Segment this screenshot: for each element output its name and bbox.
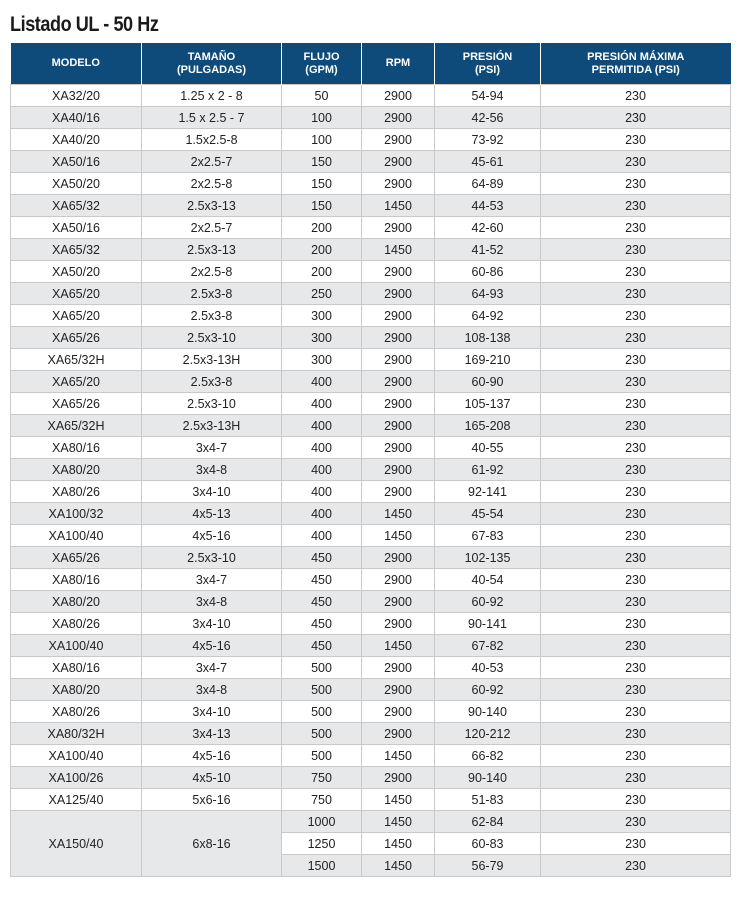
cell-flujo: 500 — [282, 657, 362, 679]
cell-presion-maxima: 230 — [541, 547, 731, 569]
cell-flujo: 400 — [282, 393, 362, 415]
cell-presion: 90-140 — [435, 767, 541, 789]
cell-modelo: XA65/32 — [11, 239, 142, 261]
cell-modelo: XA65/32H — [11, 415, 142, 437]
cell-modelo: XA80/32H — [11, 723, 142, 745]
table-row — [11, 217, 731, 239]
cell-presion-maxima: 230 — [541, 833, 731, 855]
table-row — [11, 283, 731, 305]
table-row — [11, 789, 731, 811]
cell-rpm: 1450 — [362, 745, 435, 767]
cell-tamano: 3x4-13 — [142, 723, 282, 745]
cell-presion-maxima: 230 — [541, 503, 731, 525]
table-row — [11, 437, 731, 459]
cell-modelo: XA50/16 — [11, 151, 142, 173]
cell-rpm: 2900 — [362, 283, 435, 305]
cell-flujo: 450 — [282, 547, 362, 569]
table-row — [11, 129, 731, 151]
cell-flujo: 750 — [282, 767, 362, 789]
cell-rpm: 1450 — [362, 833, 435, 855]
cell-flujo: 100 — [282, 129, 362, 151]
cell-presion: 64-89 — [435, 173, 541, 195]
cell-tamano: 2.5x3-13H — [142, 415, 282, 437]
cell-tamano: 1.5 x 2.5 - 7 — [142, 107, 282, 129]
cell-modelo: XA100/40 — [11, 525, 142, 547]
cell-presion-maxima: 230 — [541, 789, 731, 811]
cell-tamano: 2.5x3-13 — [142, 195, 282, 217]
cell-presion-maxima: 230 — [541, 481, 731, 503]
cell-rpm: 2900 — [362, 657, 435, 679]
cell-flujo: 450 — [282, 635, 362, 657]
cell-flujo: 200 — [282, 217, 362, 239]
cell-presion-maxima: 230 — [541, 635, 731, 657]
cell-rpm: 1450 — [362, 811, 435, 833]
cell-tamano: 2.5x3-13 — [142, 239, 282, 261]
cell-modelo: XA100/32 — [11, 503, 142, 525]
cell-rpm: 2900 — [362, 393, 435, 415]
cell-rpm: 2900 — [362, 151, 435, 173]
cell-flujo: 450 — [282, 613, 362, 635]
cell-flujo: 450 — [282, 569, 362, 591]
cell-tamano: 2x2.5-8 — [142, 173, 282, 195]
table-row — [11, 349, 731, 371]
cell-rpm: 2900 — [362, 129, 435, 151]
cell-flujo: 1250 — [282, 833, 362, 855]
cell-presion: 60-92 — [435, 679, 541, 701]
table-row — [11, 635, 731, 657]
cell-presion-maxima: 230 — [541, 129, 731, 151]
cell-modelo: XA32/20 — [11, 85, 142, 107]
cell-flujo: 500 — [282, 723, 362, 745]
cell-rpm: 2900 — [362, 327, 435, 349]
cell-flujo: 100 — [282, 107, 362, 129]
header-flujo: FLUJO (GPM) — [282, 43, 362, 85]
cell-modelo: XA80/20 — [11, 591, 142, 613]
cell-modelo: XA40/20 — [11, 129, 142, 151]
cell-modelo: XA50/20 — [11, 261, 142, 283]
cell-rpm: 1450 — [362, 525, 435, 547]
table-row — [11, 503, 731, 525]
pump-listing-table — [10, 43, 731, 877]
cell-rpm: 2900 — [362, 349, 435, 371]
cell-modelo: XA50/16 — [11, 217, 142, 239]
cell-modelo: XA100/40 — [11, 745, 142, 767]
table-row — [11, 613, 731, 635]
cell-presion: 165-208 — [435, 415, 541, 437]
cell-tamano: 1.5x2.5-8 — [142, 129, 282, 151]
cell-rpm: 2900 — [362, 723, 435, 745]
cell-presion: 60-83 — [435, 833, 541, 855]
table-row — [11, 811, 731, 833]
table-row — [11, 173, 731, 195]
cell-presion: 60-92 — [435, 591, 541, 613]
cell-modelo: XA80/20 — [11, 459, 142, 481]
cell-modelo: XA100/40 — [11, 635, 142, 657]
cell-presion: 44-53 — [435, 195, 541, 217]
cell-presion-maxima: 230 — [541, 723, 731, 745]
cell-presion: 108-138 — [435, 327, 541, 349]
cell-rpm: 2900 — [362, 437, 435, 459]
cell-tamano: 2x2.5-8 — [142, 261, 282, 283]
cell-presion-maxima: 230 — [541, 855, 731, 877]
cell-tamano: 2x2.5-7 — [142, 217, 282, 239]
table-row — [11, 459, 731, 481]
cell-rpm: 2900 — [362, 679, 435, 701]
cell-presion-maxima: 230 — [541, 679, 731, 701]
table-row — [11, 569, 731, 591]
cell-flujo: 400 — [282, 415, 362, 437]
cell-tamano: 3x4-7 — [142, 437, 282, 459]
cell-presion-maxima: 230 — [541, 591, 731, 613]
table-row — [11, 547, 731, 569]
cell-flujo: 150 — [282, 195, 362, 217]
table-row — [11, 723, 731, 745]
table-row — [11, 195, 731, 217]
cell-presion-maxima: 230 — [541, 393, 731, 415]
cell-modelo: XA80/16 — [11, 657, 142, 679]
cell-rpm: 2900 — [362, 591, 435, 613]
cell-modelo: XA65/26 — [11, 393, 142, 415]
cell-rpm: 2900 — [362, 767, 435, 789]
table-row — [11, 371, 731, 393]
cell-presion: 60-90 — [435, 371, 541, 393]
cell-modelo: XA65/32 — [11, 195, 142, 217]
cell-rpm: 1450 — [362, 855, 435, 877]
cell-tamano: 2.5x3-10 — [142, 327, 282, 349]
table-row — [11, 85, 731, 107]
cell-tamano: 2.5x3-8 — [142, 305, 282, 327]
header-tamano: TAMAÑO (PULGADAS) — [142, 43, 282, 85]
cell-tamano: 3x4-7 — [142, 569, 282, 591]
cell-flujo: 300 — [282, 349, 362, 371]
cell-flujo: 150 — [282, 173, 362, 195]
cell-tamano: 2.5x3-8 — [142, 371, 282, 393]
cell-presion-maxima: 230 — [541, 459, 731, 481]
cell-rpm: 2900 — [362, 85, 435, 107]
cell-tamano: 3x4-8 — [142, 459, 282, 481]
cell-presion: 51-83 — [435, 789, 541, 811]
cell-tamano: 4x5-16 — [142, 745, 282, 767]
cell-presion: 56-79 — [435, 855, 541, 877]
table-row — [11, 767, 731, 789]
cell-presion: 90-140 — [435, 701, 541, 723]
cell-presion: 105-137 — [435, 393, 541, 415]
cell-presion: 60-86 — [435, 261, 541, 283]
table-row — [11, 305, 731, 327]
cell-presion-maxima: 230 — [541, 173, 731, 195]
cell-presion: 45-61 — [435, 151, 541, 173]
cell-presion: 66-82 — [435, 745, 541, 767]
cell-tamano: 4x5-13 — [142, 503, 282, 525]
cell-presion: 120-212 — [435, 723, 541, 745]
cell-tamano: 4x5-16 — [142, 635, 282, 657]
cell-rpm: 1450 — [362, 789, 435, 811]
cell-presion: 102-135 — [435, 547, 541, 569]
cell-presion-maxima: 230 — [541, 701, 731, 723]
table-row — [11, 657, 731, 679]
cell-presion-maxima: 230 — [541, 371, 731, 393]
cell-tamano: 2.5x3-10 — [142, 393, 282, 415]
cell-presion-maxima: 230 — [541, 569, 731, 591]
cell-presion: 42-56 — [435, 107, 541, 129]
cell-flujo: 50 — [282, 85, 362, 107]
cell-presion: 64-92 — [435, 305, 541, 327]
cell-presion-maxima: 230 — [541, 239, 731, 261]
table-row — [11, 393, 731, 415]
cell-modelo: XA65/20 — [11, 305, 142, 327]
cell-rpm: 2900 — [362, 305, 435, 327]
cell-flujo: 400 — [282, 459, 362, 481]
cell-presion: 169-210 — [435, 349, 541, 371]
cell-presion-maxima: 230 — [541, 811, 731, 833]
table-row — [11, 415, 731, 437]
cell-flujo: 1000 — [282, 811, 362, 833]
cell-presion-maxima: 230 — [541, 525, 731, 547]
cell-modelo: XA80/20 — [11, 679, 142, 701]
cell-tamano: 3x4-10 — [142, 613, 282, 635]
cell-presion: 90-141 — [435, 613, 541, 635]
cell-rpm: 2900 — [362, 613, 435, 635]
cell-rpm: 2900 — [362, 415, 435, 437]
table-row — [11, 591, 731, 613]
table-row — [11, 261, 731, 283]
cell-presion-maxima: 230 — [541, 85, 731, 107]
table-row — [11, 481, 731, 503]
cell-presion: 61-92 — [435, 459, 541, 481]
cell-presion: 73-92 — [435, 129, 541, 151]
cell-rpm: 1450 — [362, 195, 435, 217]
cell-tamano: 2x2.5-7 — [142, 151, 282, 173]
table-row — [11, 107, 731, 129]
table-row — [11, 239, 731, 261]
cell-tamano: 3x4-7 — [142, 657, 282, 679]
cell-flujo: 250 — [282, 283, 362, 305]
cell-flujo: 750 — [282, 789, 362, 811]
cell-tamano: 2.5x3-13H — [142, 349, 282, 371]
cell-presion: 40-55 — [435, 437, 541, 459]
cell-flujo: 300 — [282, 305, 362, 327]
cell-rpm: 2900 — [362, 217, 435, 239]
table-row — [11, 327, 731, 349]
cell-tamano: 6x8-16 — [142, 811, 282, 877]
cell-presion: 92-141 — [435, 481, 541, 503]
page-title: Listado UL - 50 Hz — [10, 13, 159, 36]
cell-tamano: 3x4-8 — [142, 591, 282, 613]
cell-rpm: 1450 — [362, 503, 435, 525]
header-presion-maxima: PRESIÓN MÁXIMA PERMITIDA (PSI) — [541, 43, 731, 85]
cell-tamano: 3x4-8 — [142, 679, 282, 701]
cell-modelo: XA65/26 — [11, 547, 142, 569]
cell-modelo: XA50/20 — [11, 173, 142, 195]
table-body — [11, 85, 731, 877]
header-modelo: MODELO — [11, 43, 142, 85]
cell-modelo: XA80/26 — [11, 613, 142, 635]
cell-rpm: 2900 — [362, 107, 435, 129]
cell-modelo: XA80/26 — [11, 481, 142, 503]
header-row — [11, 43, 731, 85]
header-rpm: RPM — [362, 43, 435, 85]
cell-flujo: 400 — [282, 481, 362, 503]
cell-modelo: XA125/40 — [11, 789, 142, 811]
cell-flujo: 400 — [282, 371, 362, 393]
cell-presion-maxima: 230 — [541, 613, 731, 635]
cell-modelo: XA80/16 — [11, 569, 142, 591]
cell-presion: 45-54 — [435, 503, 541, 525]
cell-modelo: XA80/26 — [11, 701, 142, 723]
cell-rpm: 1450 — [362, 635, 435, 657]
cell-presion-maxima: 230 — [541, 195, 731, 217]
table-row — [11, 151, 731, 173]
table-row — [11, 701, 731, 723]
cell-presion-maxima: 230 — [541, 327, 731, 349]
cell-rpm: 2900 — [362, 701, 435, 723]
cell-presion: 64-93 — [435, 283, 541, 305]
cell-rpm: 2900 — [362, 459, 435, 481]
cell-presion-maxima: 230 — [541, 767, 731, 789]
cell-presion-maxima: 230 — [541, 305, 731, 327]
cell-flujo: 400 — [282, 503, 362, 525]
cell-flujo: 200 — [282, 239, 362, 261]
cell-presion: 40-54 — [435, 569, 541, 591]
cell-flujo: 200 — [282, 261, 362, 283]
cell-flujo: 300 — [282, 327, 362, 349]
cell-flujo: 450 — [282, 591, 362, 613]
cell-presion-maxima: 230 — [541, 283, 731, 305]
cell-presion: 67-83 — [435, 525, 541, 547]
cell-rpm: 2900 — [362, 173, 435, 195]
cell-rpm: 2900 — [362, 547, 435, 569]
cell-presion-maxima: 230 — [541, 217, 731, 239]
cell-flujo: 1500 — [282, 855, 362, 877]
cell-modelo: XA65/26 — [11, 327, 142, 349]
cell-presion: 42-60 — [435, 217, 541, 239]
cell-presion: 62-84 — [435, 811, 541, 833]
cell-rpm: 2900 — [362, 569, 435, 591]
cell-tamano: 4x5-10 — [142, 767, 282, 789]
cell-tamano: 3x4-10 — [142, 481, 282, 503]
cell-modelo: XA65/20 — [11, 371, 142, 393]
cell-modelo: XA150/40 — [11, 811, 142, 877]
table-row — [11, 745, 731, 767]
table-row — [11, 525, 731, 547]
cell-flujo: 500 — [282, 701, 362, 723]
cell-presion-maxima: 230 — [541, 107, 731, 129]
cell-flujo: 500 — [282, 745, 362, 767]
cell-presion-maxima: 230 — [541, 657, 731, 679]
cell-tamano: 1.25 x 2 - 8 — [142, 85, 282, 107]
cell-modelo: XA40/16 — [11, 107, 142, 129]
cell-flujo: 150 — [282, 151, 362, 173]
cell-rpm: 2900 — [362, 371, 435, 393]
cell-flujo: 400 — [282, 437, 362, 459]
cell-flujo: 400 — [282, 525, 362, 547]
cell-tamano: 3x4-10 — [142, 701, 282, 723]
cell-tamano: 2.5x3-8 — [142, 283, 282, 305]
table-row — [11, 679, 731, 701]
cell-modelo: XA65/32H — [11, 349, 142, 371]
cell-presion-maxima: 230 — [541, 745, 731, 767]
cell-presion-maxima: 230 — [541, 349, 731, 371]
cell-presion: 67-82 — [435, 635, 541, 657]
cell-presion-maxima: 230 — [541, 151, 731, 173]
cell-presion-maxima: 230 — [541, 261, 731, 283]
cell-rpm: 2900 — [362, 261, 435, 283]
cell-modelo: XA100/26 — [11, 767, 142, 789]
cell-modelo: XA65/20 — [11, 283, 142, 305]
cell-tamano: 2.5x3-10 — [142, 547, 282, 569]
header-presion: PRESIÓN (PSI) — [435, 43, 541, 85]
cell-presion-maxima: 230 — [541, 415, 731, 437]
cell-modelo: XA80/16 — [11, 437, 142, 459]
cell-presion: 40-53 — [435, 657, 541, 679]
cell-presion: 54-94 — [435, 85, 541, 107]
cell-presion-maxima: 230 — [541, 437, 731, 459]
cell-tamano: 5x6-16 — [142, 789, 282, 811]
cell-tamano: 4x5-16 — [142, 525, 282, 547]
cell-presion: 41-52 — [435, 239, 541, 261]
cell-rpm: 1450 — [362, 239, 435, 261]
cell-flujo: 500 — [282, 679, 362, 701]
cell-rpm: 2900 — [362, 481, 435, 503]
